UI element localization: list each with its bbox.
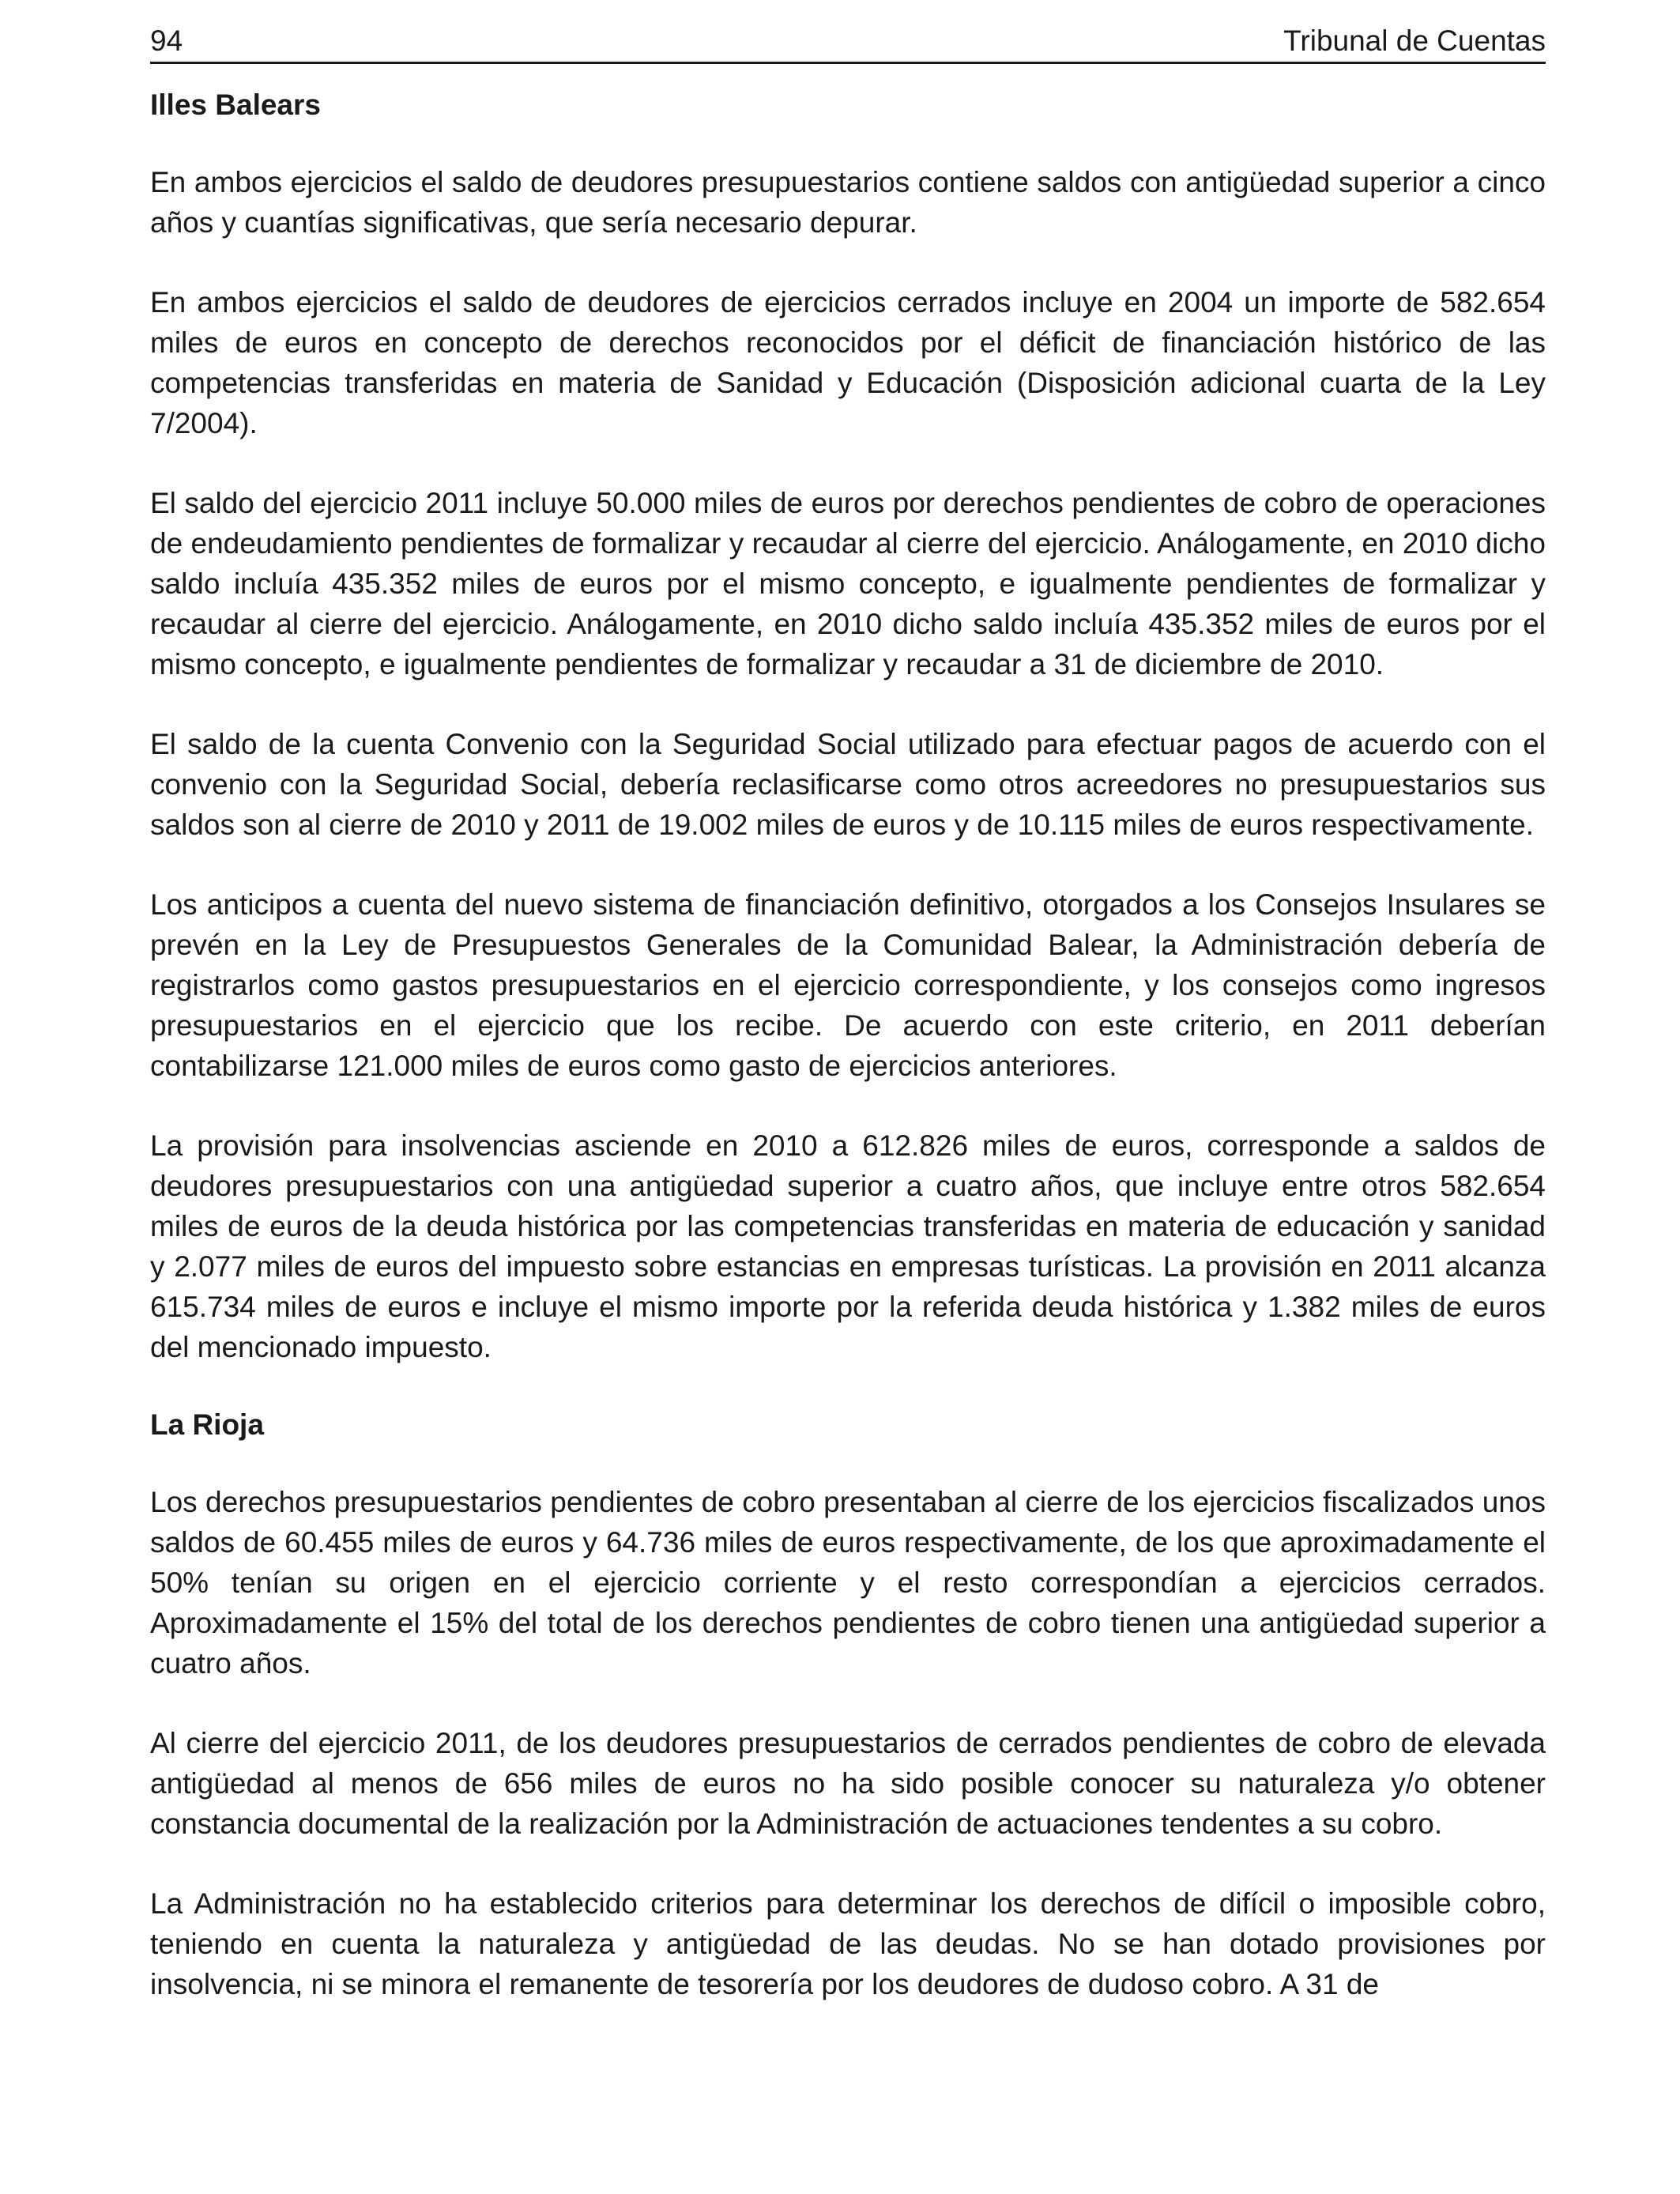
paragraph: La Administración no ha establecido criterios para determinar los derechos de difícil o imposible cobro, teniendo en cuenta la naturaleza y antigüedad de las deudas. No se han dotado provisiones por insolvencia, ni se minora el remanente de tesorería por los deudores de dudoso cobro. A 31 de (150, 1887, 1546, 2000)
paragraph: El saldo del ejercicio 2011 incluye 50.000 miles de euros por derechos pendientes de cobro de operaciones de endeudamiento pendientes de formalizar y recaudar al cierre del ejercicio. Análogamente, en 2010 dicho saldo incluía 435.352 miles de euros por el mismo concepto, e igualmente pendientes de formalizar y recaudar al cierre del ejercicio. Análogamente, en 2010 dicho saldo incluía 435.352 miles de euros por el mismo concepto, e igualmente pendientes de formalizar y recaudar a 31 de diciembre de 2010. (150, 487, 1546, 680)
paragraph: Los derechos presupuestarios pendientes de cobro presentaban al cierre de los ejercicios fiscalizados unos saldos de 60.455 miles de euros y 64.736 miles de euros respectivamente, de los que aproximadamente el 50% tenían su origen en el ejercicio corriente y el resto correspondían a ejercicios cerrados. Aproximadamente el 15% del total de los derechos pendientes de cobro tienen una antigüedad superior a cuatro años. (150, 1486, 1546, 1679)
section-illes-balears (150, 85, 1546, 1367)
paragraph: En ambos ejercicios el saldo de deudores presupuestarios contiene saldos con antigüedad superior a cinco años y cuantías significativas, que sería necesario depurar. (150, 166, 1546, 239)
section-heading: La Rioja (150, 1408, 264, 1441)
document-page (150, 21, 1546, 2004)
paragraph: El saldo de la cuenta Convenio con la Seguridad Social utilizado para efectuar pagos de acuerdo con el convenio con la Seguridad Social, debería reclasificarse como otros acreedores no presupuestarios sus saldos son al cierre de 2010 y 2011 de 19.002 miles de euros y de 10.115 miles de euros respectivamente. (150, 728, 1546, 841)
paragraph: Los anticipos a cuenta del nuevo sistema de financiación definitivo, otorgados a los Consejos Insulares se prevén en la Ley de Presupuestos Generales de la Comunidad Balear, la Administración debería de registrarlos como gastos presupuestarios en el ejercicio correspondiente, y los consejos como ingresos presupuestarios en el ejercicio que los recibe. De acuerdo con este criterio, en 2011 deberían contabilizarse 121.000 miles de euros como gasto de ejercicios anteriores. (150, 888, 1546, 1082)
paragraph: Al cierre del ejercicio 2011, de los deudores presupuestarios de cerrados pendientes de cobro de elevada antigüedad al menos de 656 miles de euros no ha sido posible conocer su naturaleza y/o obtener constancia documental de la realización por la Administración de actuaciones tendentes a su cobro. (150, 1727, 1546, 1840)
running-title: Tribunal de Cuentas (1283, 25, 1546, 57)
section-heading: Illes Balears (150, 89, 321, 121)
section-la-rioja (150, 1405, 1546, 2004)
running-header (150, 21, 1546, 64)
page-number: 94 (150, 25, 183, 57)
paragraph: En ambos ejercicios el saldo de deudores de ejercicios cerrados incluye en 2004 un importe de 582.654 miles de euros en concepto de derechos reconocidos por el déficit de financiación histórico de las competencias transferidas en materia de Sanidad y Educación (Disposición adicional cuarta de la Ley 7/2004). (150, 286, 1546, 439)
paragraph: La provisión para insolvencias asciende en 2010 a 612.826 miles de euros, corresponde a saldos de deudores presupuestarios con una antigüedad superior a cuatro años, que incluye entre otros 582.654 miles de euros de la deuda histórica por las competencias transferidas en materia de educación y sanidad y 2.077 miles de euros del impuesto sobre estancias en empresas turísticas. La provisión en 2011 alcanza 615.734 miles de euros e incluye el mismo importe por la referida deuda histórica y 1.382 miles de euros del mencionado impuesto. (150, 1129, 1546, 1363)
